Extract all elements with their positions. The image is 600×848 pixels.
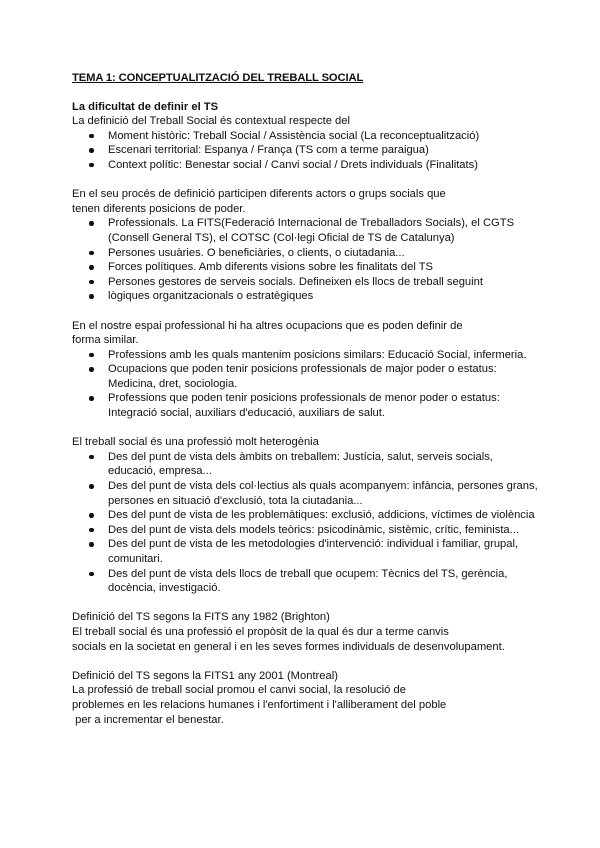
section-intro-line: tenen diferents posicions de poder. [72, 202, 246, 215]
definition-text: problemes en les relacions humanes i l'enfortiment i l'alliberament del poble [72, 698, 447, 711]
definition-heading: Definició del TS segons la FITS any 1982 (Brighton) [72, 611, 330, 624]
list-item: Des del punt de vista dels àmbits on treballem: Justícia, salut, serveis socials, educació, empresa... [72, 450, 542, 479]
list-item: Des del punt de vista de les metodologies d'intervenció: individual i familiar, grupal, comunitari. [72, 537, 542, 566]
section-intro-line: En el nostre espai professional hi ha altres ocupacions que es poden definir de [72, 319, 463, 332]
section-occupations [72, 319, 542, 421]
list-item: Des del punt de vista dels models teòrics: psicodinàmic, sistèmic, crític, feminista... [72, 523, 542, 538]
list-item: Professionals. La FITS(Federació Internacional de Treballadors Socials), el CGTS (Consell General TS), el COTSC (Col·legi Oficial de TS de Catalunya) [72, 216, 542, 245]
list-item: Des del punt de vista de les problemàtiques: exclusió, addicions, víctimes de violència [72, 508, 542, 523]
document-page [72, 71, 542, 742]
section-heading: La dificultat de definir el TS [72, 100, 219, 113]
bullet-list [72, 129, 542, 173]
bullet-list [72, 450, 542, 596]
list-item: Persones usuàries. O beneficiàries, o clients, o ciutadania... [72, 246, 542, 261]
list-item: Context polític: Benestar social / Canvi social / Drets individuals (Finalitats) [72, 158, 542, 173]
list-item: Des del punt de vista dels llocs de treball que ocupem: Tècnics del TS, gerència, docència, investigació. [72, 567, 542, 596]
page-title: TEMA 1: CONCEPTUALITZACIÓ DEL TREBALL SOCIAL [72, 72, 364, 84]
definition-heading: Definició del TS segons la FITS1 any 2001 (Montreal) [72, 669, 338, 682]
definition-text: per a incrementar el benestar. [72, 713, 224, 726]
list-item: Ocupacions que poden tenir posicions professionals de major poder o estatus: Medicina, dret, sociologia. [72, 362, 542, 391]
section-definition-2001 [72, 669, 542, 727]
section-difficulty [72, 100, 542, 173]
section-actors [72, 187, 542, 304]
bullet-list [72, 216, 542, 304]
section-intro: El treball social és una professió molt heterogènia [72, 436, 319, 449]
list-item: Professions amb les quals mantenim posicions similars: Educació Social, infermeria. [72, 348, 542, 363]
list-item: Persones gestores de serveis socials. Defineixen els llocs de treball seguint [72, 275, 542, 290]
section-definition-1982 [72, 610, 542, 654]
list-item: Des del punt de vista dels col·lectius als quals acompanyem: infància, persones grans, persones en situació d'exclusió, tota la ciutadania... [72, 479, 542, 508]
section-intro-line: En el seu procés de definició participen diferents actors o grups socials que [72, 188, 446, 201]
definition-text: El treball social és una professió el propòsit de la qual és dur a terme canvis [72, 625, 449, 638]
section-intro-line: forma similar. [72, 334, 139, 347]
definition-text: La professió de treball social promou el canvi social, la resolució de [72, 684, 406, 697]
bullet-list [72, 348, 542, 421]
list-item: Moment històric: Treball Social / Assistència social (La reconceptualització) [72, 129, 542, 144]
list-item: Forces polítiques. Amb diferents visions sobre les finalitats del TS [72, 260, 542, 275]
list-item: lògiques organitzacionals o estratègiques [72, 289, 542, 304]
section-heterogeneity [72, 435, 542, 596]
list-item: Professions que poden tenir posicions professionals de menor poder o estatus: Integració social, auxiliars d'educació, auxiliars de salut. [72, 391, 542, 420]
section-intro: La definició del Treball Social és contextual respecte del [72, 115, 350, 128]
list-item: Escenari territorial: Espanya / França (TS com a terme paraigua) [72, 143, 542, 158]
definition-text: socials en la societat en general i en les seves formes individuals de desenvolupament. [72, 640, 505, 653]
